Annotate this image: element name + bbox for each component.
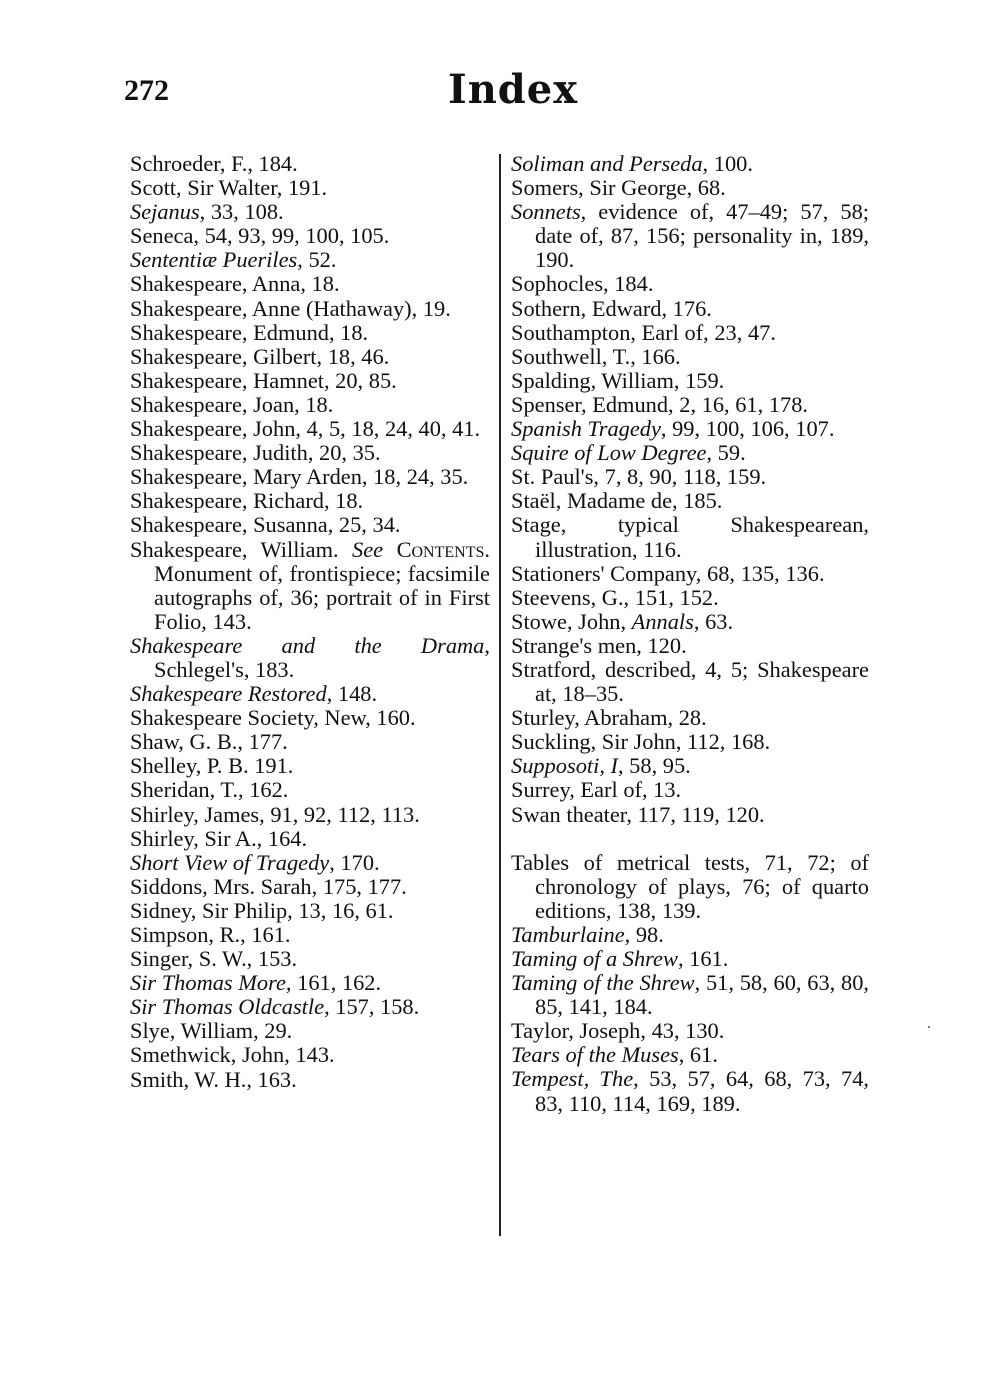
index-entry (130, 297, 490, 321)
index-entry-text: , 51, 58, 60, 63, 80, 85, 141, 184. (535, 970, 869, 1020)
index-entry (130, 682, 490, 706)
index-entry-text: Somers, Sir George, 68. (511, 175, 726, 201)
index-entry (511, 1043, 869, 1067)
index-entry-text: Surrey, Earl of, 13. (511, 777, 682, 803)
index-entry (130, 971, 490, 995)
index-entry (130, 875, 490, 899)
index-entry-text: , 53, 57, 64, 68, 73, 74, 83, 110, 114, 169, 189. (535, 1066, 869, 1116)
index-entry-text: Scott, Sir Walter, 191. (130, 175, 328, 201)
index-entry-text: Shakespeare and the Drama (130, 632, 485, 658)
index-entry-text: , 98. (624, 921, 664, 947)
print-speck (928, 1026, 930, 1028)
index-entry-text: Taming of the Shrew (511, 970, 695, 996)
index-entry-text: Shelley, P. B. 191. (130, 753, 294, 779)
index-entry (130, 369, 490, 393)
index-entry (130, 272, 490, 296)
index-entry-text: Shakespeare, Edmund, 18. (130, 319, 369, 345)
index-entry (511, 706, 869, 730)
index-entry-text: Singer, S. W., 153. (130, 946, 298, 972)
index-entry-text: Shakespeare, Joan, 18. (130, 391, 334, 417)
index-entry (130, 345, 490, 369)
index-entry-text: Sententiæ Pueriles (130, 247, 298, 273)
index-entry (130, 851, 490, 875)
index-entry-text: , 58, 95. (617, 753, 691, 779)
index-entry-text: Shakespeare Society, New, 160. (130, 705, 416, 731)
index-entry-text: . Monument of, frontispiece; facsimile autographs of, 36; portrait of in First Folio, 143. (154, 536, 490, 634)
index-entry-text: Shakespeare, Richard, 18. (130, 488, 364, 514)
index-entry (130, 923, 490, 947)
index-entry (511, 513, 869, 561)
index-entry-text: , evidence of, 47–49; 57, 58; date of, 87, 156; personality in, 189, 190. (535, 199, 869, 273)
index-entry (511, 465, 869, 489)
index-entry (130, 995, 490, 1019)
index-entry-text: Shakespeare, Gilbert, 18, 46. (130, 343, 390, 369)
index-entry-text: Smith, W. H., 163. (130, 1066, 297, 1092)
index-entry (511, 152, 869, 176)
index-entry (511, 176, 869, 200)
index-entry (511, 200, 869, 272)
index-entry-text: Stationers' Company, 68, 135, 136. (511, 560, 825, 586)
index-entry-text: Shakespeare Restored (130, 681, 327, 707)
index-entry-text: Stratford, described, 4, 5; Shakespeare at, 18–35. (511, 656, 869, 707)
index-entry-text: Annals (631, 608, 694, 634)
index-entry (130, 706, 490, 730)
index-entry-text: , 100. (702, 151, 753, 176)
index-entry (511, 803, 869, 827)
index-entry (511, 971, 869, 1019)
index-entry-text: See (352, 536, 384, 562)
index-entry-text: Staël, Madame de, 185. (511, 488, 723, 514)
index-entry (130, 465, 490, 489)
index-entry-text: Sothern, Edward, 176. (511, 295, 712, 321)
index-entry-text: Strange's men, 120. (511, 632, 687, 658)
index-entry (130, 1068, 490, 1092)
index-entry (130, 417, 490, 441)
index-entry (511, 851, 869, 923)
index-entry (511, 730, 869, 754)
index-entry-text: Shirley, Sir A., 164. (130, 825, 308, 851)
index-entry-text: Sophocles, 184. (511, 271, 654, 297)
index-entry (130, 513, 490, 537)
index-entry-text: , 170. (329, 849, 380, 875)
index-entry-text: Shakespeare, Susanna, 25, 34. (130, 512, 401, 538)
index-entry (511, 393, 869, 417)
index-entry-text: Shakespeare, Judith, 20, 35. (130, 440, 381, 466)
index-entry-text: , 161. (677, 946, 729, 971)
page-title: Index (448, 66, 579, 113)
index-entry-text: Sir Thomas More (130, 970, 286, 996)
index-entry-text: , 33, 108. (199, 199, 284, 225)
index-entry (511, 1019, 869, 1043)
index-entry-text: Simpson, R., 161. (130, 922, 291, 947)
index-entry-text: , 61. (678, 1042, 718, 1068)
index-entry (130, 1019, 490, 1043)
index-entry-text: Tears of the Muses (511, 1042, 679, 1068)
index-entry-text: Southwell, T., 166. (511, 343, 681, 369)
index-entry-text: Slye, William, 29. (130, 1018, 293, 1044)
index-entry-text: Contents (396, 536, 485, 562)
index-entry (130, 441, 490, 465)
index-entry (130, 634, 490, 682)
index-entry (511, 1067, 869, 1115)
index-entry (130, 321, 490, 345)
index-entry (511, 297, 869, 321)
index-entry-text: Sonnets (511, 199, 581, 225)
index-entry (511, 658, 869, 706)
index-right-column (511, 152, 869, 1116)
index-entry-text: Shakespeare, Mary Arden, 18, 24, 35. (130, 464, 469, 490)
index-entry-text: Sidney, Sir Philip, 13, 16, 61. (130, 897, 394, 923)
index-entry (511, 562, 869, 586)
index-entry-text: Shakespeare, Hamnet, 20, 85. (130, 367, 397, 393)
index-entry (511, 369, 869, 393)
index-entry (130, 393, 490, 417)
index-entry-text: Taming of a Shrew (511, 946, 678, 971)
column-divider (499, 154, 501, 1236)
index-entry-text: , 99, 100, 106, 107. (660, 416, 835, 442)
index-entry (130, 778, 490, 802)
index-entry (511, 754, 869, 778)
index-entry-text: , 59. (706, 440, 746, 466)
index-entry-text: , 148. (326, 681, 378, 707)
index-entry-text: , 161, 162. (285, 970, 382, 996)
index-entry-text: Shaw, G. B., 177. (130, 729, 288, 755)
index-entry-text: Suckling, Sir John, 112, 168. (511, 729, 771, 755)
index-entry-text: Soliman and Perseda (511, 151, 703, 176)
index-entry (130, 947, 490, 971)
index-entry-text: Sir Thomas Oldcastle (130, 994, 325, 1020)
index-entry (511, 947, 869, 971)
index-entry (130, 248, 490, 272)
index-entry-text: Steevens, G., 151, 152. (511, 584, 719, 610)
index-entry (130, 803, 490, 827)
index-entry-text: Shakespeare, John, 4, 5, 18, 24, 40, 41. (130, 416, 481, 442)
index-left-column (130, 152, 490, 1092)
index-entry-text: Spalding, William, 159. (511, 367, 725, 393)
index-entry-text: Spanish Tragedy (511, 416, 661, 442)
index-entry-text: Sturley, Abraham, 28. (511, 705, 707, 731)
index-entry-text: Swan theater, 117, 119, 120. (511, 801, 765, 827)
index-entry-text: , 157, 158. (324, 994, 420, 1020)
index-entry (511, 586, 869, 610)
index-entry (130, 1043, 490, 1067)
index-entry (511, 321, 869, 345)
index-entry-text: , 52. (297, 247, 337, 273)
index-entry (511, 272, 869, 296)
index-entry-text: Sejanus (130, 199, 200, 225)
index-entry-text: Shakespeare, Anne (Hathaway), 19. (130, 295, 451, 321)
index-entry-text: Tempest, The (511, 1066, 634, 1092)
index-entry (511, 634, 869, 658)
index-entry (130, 224, 490, 248)
index-entry (511, 610, 869, 634)
index-entry-text: Squire of Low Degree (511, 440, 707, 466)
index-entry-text: Shirley, James, 91, 92, 112, 113. (130, 801, 420, 827)
index-entry-text: Supposoti, I (511, 753, 618, 779)
index-entry (130, 899, 490, 923)
index-entry-text: , Schlegel's, 183. (154, 632, 490, 682)
index-entry (511, 441, 869, 465)
index-entry-text (383, 537, 396, 562)
index-entry-text: Sheridan, T., 162. (130, 777, 289, 803)
index-entry-text: Smethwick, John, 143. (130, 1042, 335, 1068)
index-entry-text: Shakespeare, Anna, 18. (130, 271, 340, 297)
index-entry (130, 730, 490, 754)
index-entry (130, 827, 490, 851)
index-entry-text: Stowe, John, (511, 608, 632, 634)
index-entry-text: Seneca, 54, 93, 99, 100, 105. (130, 223, 390, 249)
index-entry (130, 489, 490, 513)
index-entry-text: Taylor, Joseph, 43, 130. (511, 1018, 725, 1044)
index-entry-text: Spenser, Edmund, 2, 16, 61, 178. (511, 391, 809, 417)
index-entry (511, 345, 869, 369)
page-number: 272 (124, 74, 169, 107)
index-entry-text: Shakespeare, William. (130, 536, 353, 562)
index-entry (511, 778, 869, 802)
index-entry-text: Tamburlaine (511, 921, 625, 947)
index-entry-text: , 63. (693, 608, 734, 634)
index-entry-text: Stage, typical Shakespearean, illustration, 116. (511, 512, 869, 562)
index-entry-text: St. Paul's, 7, 8, 90, 118, 159. (511, 464, 767, 490)
index-entry-text: Southampton, Earl of, 23, 47. (511, 319, 776, 345)
index-entry-text: Short View of Tragedy (130, 849, 330, 875)
index-entry-text: Schroeder, F., 184. (130, 151, 298, 176)
index-entry (511, 923, 869, 947)
index-entry (511, 417, 869, 441)
index-entry (511, 489, 869, 513)
index-entry (130, 754, 490, 778)
index-entry-text: Tables of metrical tests, 71, 72; of chronology of plays, 76; of quarto editions, 138, 139. (511, 849, 869, 923)
index-entry (130, 176, 490, 200)
index-entry (130, 538, 490, 634)
index-entry (130, 152, 490, 176)
index-entry (130, 200, 490, 224)
index-entry-text: Siddons, Mrs. Sarah, 175, 177. (130, 873, 407, 899)
